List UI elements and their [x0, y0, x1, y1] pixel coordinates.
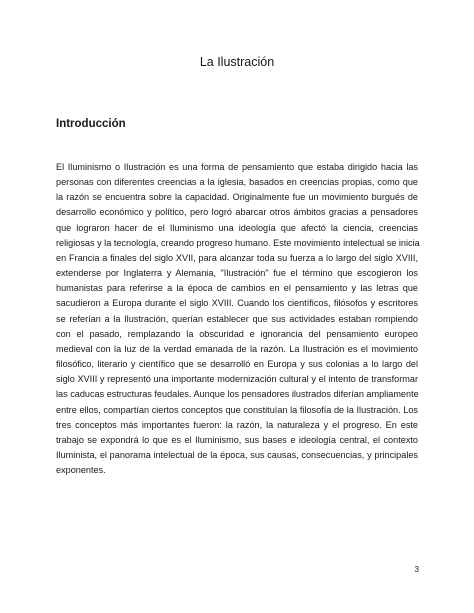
- paragraph-line: extenderse por Inglaterra y Alemania, "Ilustración" fue el término que escogieron los: [56, 268, 418, 279]
- paragraph-line: filosófico, literario y científico que se desarrolló en Europa y sus colonias a lo largo del: [56, 359, 418, 370]
- paragraph-line: se referían a la Ilustración, querían establecer que sus actividades estaban rompiendo: [56, 313, 418, 324]
- paragraph-line: que lograron hacer de el Iluminismo una ideología que afectó la ciencia, creencias: [56, 222, 418, 233]
- paragraph-line: siglo XVIII y representó una importante modernización cultural y el intento de transformar: [56, 374, 418, 385]
- paragraph-line: trabajo se expondrá lo que es el Iluminismo, sus bases e ideología central, el contexto: [56, 434, 418, 445]
- paragraph-line: medieval con la luz de la verdad emanada de la razón. La Ilustración es el movimiento: [56, 343, 418, 354]
- paragraph-line: Iluminista, el panorama intelectual de la época, sus causas, consecuencias, y principales: [56, 449, 418, 460]
- paragraph-line: tres conceptos más importantes fueron: la razón, la naturaleza y el progreso. En este: [56, 419, 418, 430]
- page-number: 3: [414, 565, 419, 574]
- paragraph-line: humanistas para referirse a la época de cambios en el pensamiento y las letras que: [56, 283, 418, 294]
- paragraph-line: entre ellos, compartían ciertos conceptos que constituían la filosofía de la Ilustración. Los: [56, 404, 418, 415]
- paragraph-line: con el pasado, remplazando la obscuridad e ignorancia del pensamiento europeo: [56, 328, 418, 339]
- section-heading: Introducción: [56, 118, 126, 130]
- document-title: La Ilustración: [199, 55, 275, 69]
- paragraph-line: las caducas estructuras feudales. Aunque los pensadores ilustrados diferían ampliamente: [56, 389, 419, 400]
- paragraph-line: religiosas y la tecnología, creando progreso humano. Este movimiento intelectual se inicia: [56, 237, 420, 248]
- introduction-paragraph: [56, 160, 418, 478]
- paragraph-line: El Iluminismo o Ilustración es una forma de pensamiento que estaba dirigido hacia las: [56, 162, 418, 172]
- paragraph-line: en Francia a finales del siglo XVII, para alcanzar toda su fuerza a lo largo del siglo XVIII,: [56, 252, 418, 263]
- paragraph-line: desarrollo económico y político, pero logró abarcar otros ámbitos gracias a pensadores: [56, 207, 418, 218]
- paragraph-line: la razón se encuentra sobre la capacidad. Originalmente fue un movimiento burgués de: [56, 192, 418, 203]
- paragraph-line: sacudieron a Europa durante el siglo XVIII. Cuando los científicos, filósofos y escritores: [56, 298, 418, 309]
- paragraph-line: personas con diferentes creencias a la iglesia, basados en creencias propias, como que: [56, 177, 418, 188]
- paragraph-line: exponentes.: [56, 465, 106, 476]
